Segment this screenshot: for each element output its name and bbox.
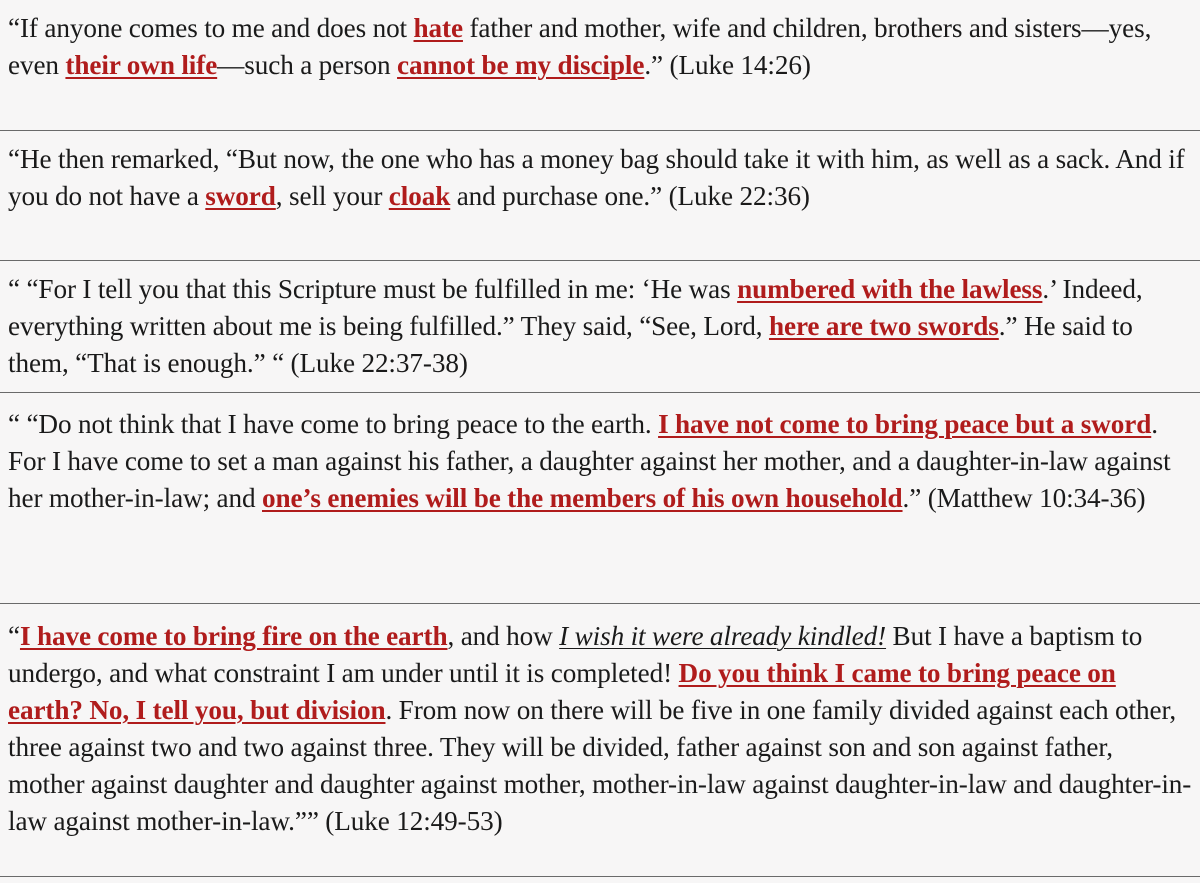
passage-segment: .” (Luke 14:26)	[644, 50, 811, 80]
highlighted-phrase: I have not come to bring peace but a sword	[658, 409, 1152, 439]
highlighted-phrase: their own life	[65, 50, 218, 80]
passage-luke-22-37-38	[0, 261, 1200, 393]
passage-segment: , and how	[447, 621, 560, 651]
passage-matthew-10-34-36	[0, 393, 1200, 604]
passage-segment: But I have a baptism to undergo, and what constraint I am under until it is completed!	[8, 621, 1143, 688]
passage-segment: . For I have come to set a man against his father, a daughter against her mother, and a daughter-in-law against her mother-in-law; and	[8, 409, 1171, 513]
passage-segment: “ “For I tell you that this Scripture must be fulfilled in me: ‘He was	[8, 274, 738, 304]
highlighted-phrase: I have come to bring fire on the earth	[19, 621, 448, 651]
highlighted-phrase: here are two swords	[768, 311, 999, 341]
passage-luke-12-49-53	[0, 604, 1200, 877]
emphasized-phrase: I wish it were already kindled!	[559, 621, 887, 651]
passage-segment: . From now on there will be five in one family divided against each other, three against two and two against three. They will be divided, father against son and son against father, mother against daughter and daughter against mother, mother-in-law against daughter-in-law and daughter-in-law against mother-in-law.”” (Luke 12:49-53)	[8, 695, 1192, 836]
passage-segment: , sell your	[275, 181, 389, 211]
highlighted-phrase: Do you think I came to bring peace on earth? No, I tell you, but division	[8, 658, 1116, 725]
highlighted-phrase: sword	[205, 181, 276, 211]
highlighted-phrase: one’s enemies will be the members of his own household	[262, 483, 903, 513]
passage-segment: .’ Indeed, everything written about me is being fulfilled.” They said, “See, Lord,	[8, 274, 1143, 341]
passage-segment: father and mother, wife and children, brothers and sisters—yes, even	[8, 13, 1152, 80]
passage-segment: “He then remarked, “But now, the one who has a money bag should take it with him, as well as a sack. And if you do not have a	[8, 144, 1185, 211]
passage-segment: and purchase one.” (Luke 22:36)	[450, 181, 810, 211]
passage-segment: “ “Do not think that I have come to bring peace to the earth.	[8, 409, 659, 439]
passage-segment: “If anyone comes to me and does not	[8, 13, 414, 43]
highlighted-phrase: numbered with the lawless	[737, 274, 1043, 304]
passage-luke-14-26	[0, 0, 1200, 131]
passage-luke-22-36	[0, 131, 1200, 261]
passage-segment: —such a person	[217, 50, 398, 80]
highlighted-phrase: hate	[413, 13, 463, 43]
passage-segment: “	[8, 621, 20, 651]
highlighted-phrase: cannot be my disciple	[397, 50, 645, 80]
highlighted-phrase: cloak	[388, 181, 451, 211]
passage-segment: .” (Matthew 10:34-36)	[902, 483, 1146, 513]
passage-segment: .” He said to them, “That is enough.” “ (Luke 22:37-38)	[8, 311, 1133, 378]
